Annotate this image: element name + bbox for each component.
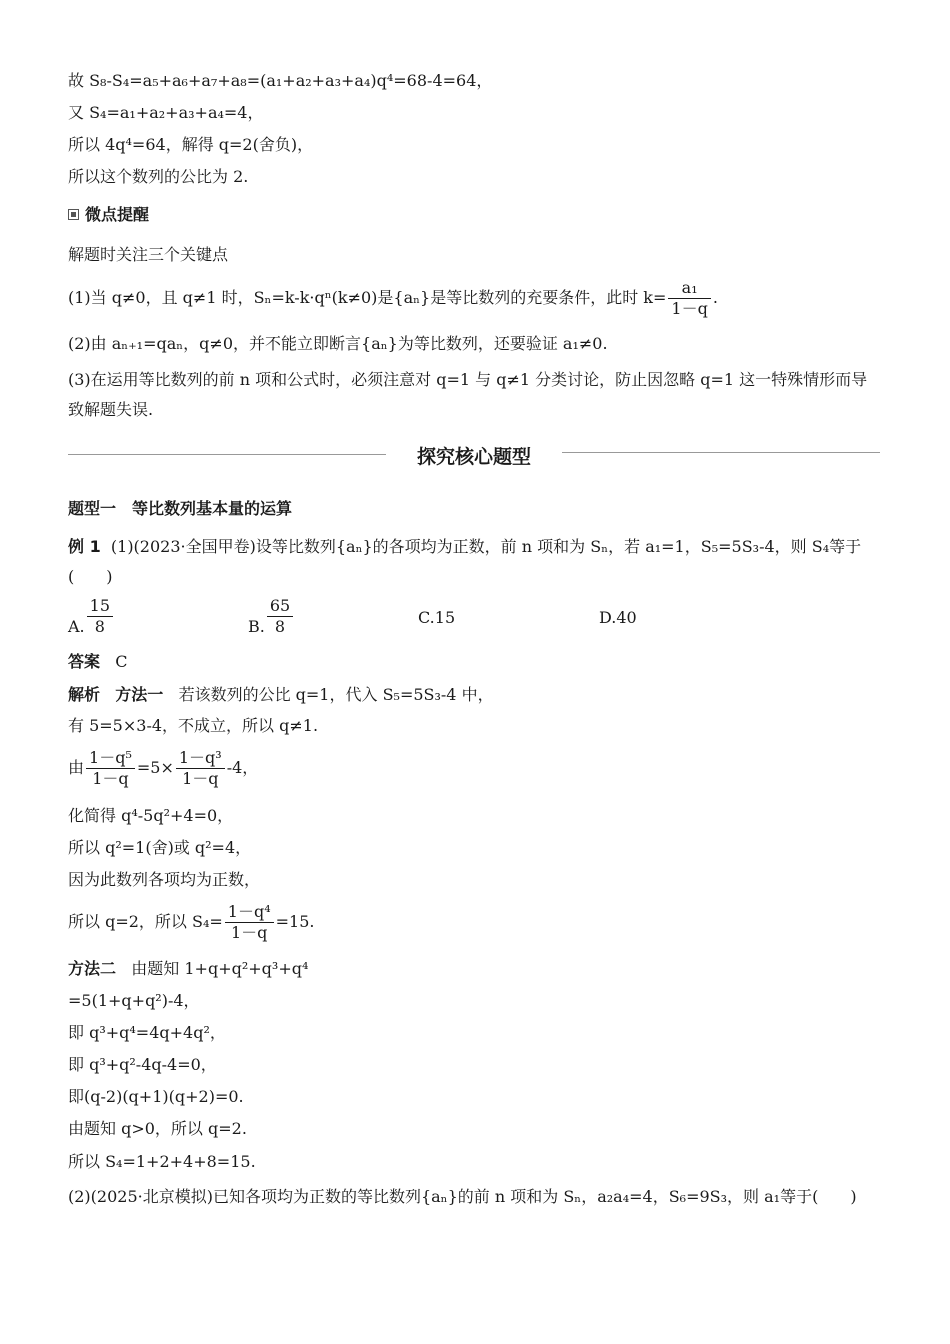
text-line: 因为此数列各项均为正数， [68,870,261,889]
analysis-method-1: 解析 方法一 若该数列的公比 q=1，代入 S₅=5S₃-4 中， [68,685,494,704]
fraction: $\frac{15}{8}$ [87,596,113,637]
tip-point-1: (1)当 q≠0，且 q≠1 时，Sₙ=k-k·qⁿ(k≠0)是{aₙ}是等比数列的充要条件，此时 k= $\frac{\text{a₁}}{1-q}$ . [68,278,718,318]
text-line: 有 5=5×3-4，不成立，所以 q≠1. [68,716,319,735]
answer-line: 答案 C [68,652,128,671]
option-c: C.15 [418,608,456,627]
text-line: =5(1+q+q²)-4， [68,991,200,1010]
text-line: 所以 S₄=1+2+4+8=15. [68,1152,256,1171]
text-line: 又 S₄=a₁+a₂+a₃+a₄=4， [68,103,264,122]
tip-heading: 微点提醒 [68,204,880,226]
equation-line: 所以 q=2，所以 S₄= $\frac{\text{1－q⁴}}{1-q}$ =15. [68,902,315,942]
option-a: A. $\frac{15}{8}$ [68,596,115,637]
section-title: 探究核心题型 [416,446,531,468]
tip-point-3: (3)在运用等比数列的前 n 项和公式时，必须注意对 q=1 与 q≠1 分类讨论，防止因忽略 q=1 这一特殊情形而导致解题失误. [68,370,868,419]
fraction: $\frac{\text{1－q⁴}}{1-q}$ [225,902,274,943]
text-line: 所以 4q⁴=64，解得 q=2(舍负)， [68,135,314,154]
option-b: B. $\frac{65}{8}$ [248,596,295,637]
text-line: 所以 q²=1(舍)或 q²=4， [68,838,252,857]
equation-line: 由 $\frac{\text{1－q⁵}}{1-q}$ =5× $\frac{\text{1－q³}}{1-q}$ -4， [68,748,259,788]
text-line: 故 S₈-S₄=a₅+a₆+a₇+a₈=(a₁+a₂+a₃+a₄)q⁴=68-4=64， [68,71,493,90]
question-type-heading: 题型一 等比数列基本量的运算 [68,499,293,518]
tip-intro: 解题时关注三个关键点 [68,245,229,264]
example-1-part-1: 例 1 (1)(2023·全国甲卷)设等比数列{aₙ}的各项均为正数，前 n 项和为 Sₙ，若 a₁=1，S₅=5S₃-4，则 S₄等于( ) [68,537,862,586]
analysis-method-2: 方法二 由题知 1+q+q²+q³+q⁴ [68,959,309,978]
fraction: $\frac{65}{8}$ [267,596,293,637]
example-1-part-2: (2)(2025·北京模拟)已知各项均为正数的等比数列{aₙ}的前 n 项和为 Sₙ，a₂a₄=4，S₆=9S₃，则 a₁等于( ) [68,1187,857,1206]
text-line: 所以这个数列的公比为 2. [68,167,249,186]
text-line: 化简得 q⁴-5q²+4=0， [68,806,234,825]
options-row [68,596,880,640]
fraction: $\frac{\text{1－q⁵}}{1-q}$ [86,748,135,789]
tip-square-icon [68,209,79,220]
option-d: D.40 [599,608,637,627]
section-divider [68,440,880,470]
fraction: $\frac{\text{a₁}}{1-q}$ [668,278,710,319]
text-line: 即(q-2)(q+1)(q+2)=0. [68,1087,244,1106]
divider-right-line [562,452,880,453]
text-line: 由题知 q>0，所以 q=2. [68,1119,247,1138]
fraction: $\frac{\text{1－q³}}{1-q}$ [176,748,225,789]
text-line: 即 q³+q²-4q-4=0， [68,1055,217,1074]
tip-point-2: (2)由 aₙ₊₁=qaₙ，q≠0，并不能立即断言{aₙ}为等比数列，还要验证 a₁≠0. [68,334,608,353]
text-line: 即 q³+q⁴=4q+4q²， [68,1023,226,1042]
